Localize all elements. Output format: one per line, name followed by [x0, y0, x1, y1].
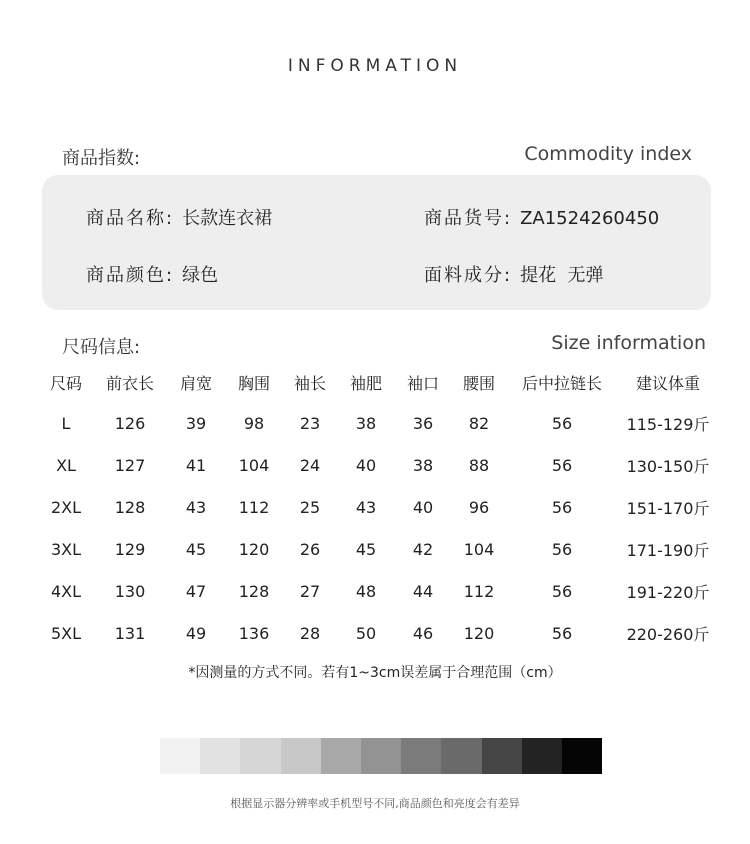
table-cell: 48	[355, 581, 377, 601]
table-cell: 39	[185, 413, 207, 433]
commodity-info-box	[42, 175, 711, 310]
table-cell: 5XL	[50, 623, 82, 643]
measurement-note: *因测量的方式不同。若有1~3cm误差属于合理范围（cm）	[188, 665, 562, 681]
table-cell: 42	[412, 539, 434, 559]
header-cell: 袖长	[293, 373, 326, 393]
page-title: INFORMATION	[287, 56, 463, 76]
table-row	[38, 402, 718, 444]
table-cell: 112	[238, 497, 270, 517]
table-cell: 96	[468, 497, 490, 517]
gray-swatch	[281, 738, 321, 774]
grayscale-swatch-strip	[160, 738, 602, 774]
header-cell: 后中拉链长	[521, 373, 602, 393]
product-fabric-label: 面料成分:	[424, 265, 513, 286]
header-cell: 袖肥	[349, 373, 382, 393]
table-cell: 41	[185, 455, 207, 475]
table-cell: 56	[551, 497, 573, 517]
table-cell: 24	[299, 455, 321, 475]
table-cell: 129	[114, 539, 146, 559]
gray-swatch	[361, 738, 401, 774]
product-color-label: 商品颜色:	[86, 265, 175, 286]
table-cell: 136	[238, 623, 270, 643]
size-info-label-en: Size information	[551, 332, 706, 354]
table-cell: 82	[468, 413, 490, 433]
table-cell: 128	[114, 497, 146, 517]
header-cell: 肩宽	[179, 373, 212, 393]
table-cell: 45	[355, 539, 377, 559]
table-cell: 171-190斤	[626, 540, 710, 560]
table-cell: XL	[56, 455, 76, 475]
gray-swatch	[401, 738, 441, 774]
table-cell: 46	[412, 623, 434, 643]
table-cell: 45	[185, 539, 207, 559]
table-cell: 126	[114, 413, 146, 433]
gray-swatch	[482, 738, 522, 774]
table-cell: 220-260斤	[626, 624, 710, 644]
table-cell: 120	[463, 623, 495, 643]
gray-swatch	[240, 738, 280, 774]
product-name-row	[86, 204, 272, 230]
table-row	[38, 528, 718, 570]
table-cell: 4XL	[50, 581, 82, 601]
table-cell: 27	[299, 581, 321, 601]
table-row	[38, 444, 718, 486]
product-color-value: 绿色	[182, 265, 219, 286]
size-info-label: 尺码信息:	[62, 337, 141, 358]
header-cell: 尺码	[49, 373, 82, 393]
product-name-label: 商品名称:	[86, 208, 175, 229]
table-cell: 131	[114, 623, 146, 643]
size-table	[38, 362, 718, 654]
table-cell: 56	[551, 539, 573, 559]
table-cell: 38	[412, 455, 434, 475]
commodity-index-label: 商品指数:	[62, 148, 141, 169]
gray-swatch	[522, 738, 562, 774]
table-cell: 43	[185, 497, 207, 517]
table-cell: 36	[412, 413, 434, 433]
product-code-row	[424, 204, 659, 230]
table-cell: 47	[185, 581, 207, 601]
table-cell: 40	[412, 497, 434, 517]
table-cell: 38	[355, 413, 377, 433]
table-cell: 56	[551, 413, 573, 433]
table-row	[38, 612, 718, 654]
table-cell: 44	[412, 581, 434, 601]
table-cell: 50	[355, 623, 377, 643]
table-cell: 3XL	[50, 539, 82, 559]
gray-swatch	[441, 738, 481, 774]
table-cell: 56	[551, 455, 573, 475]
gray-swatch	[321, 738, 361, 774]
table-cell: 104	[238, 455, 270, 475]
table-cell: 112	[463, 581, 495, 601]
table-cell: 151-170斤	[626, 498, 710, 518]
table-cell: 104	[463, 539, 495, 559]
header-cell: 腰围	[462, 373, 495, 393]
product-fabric-row	[424, 261, 604, 287]
table-cell: 56	[551, 623, 573, 643]
table-cell: 2XL	[50, 497, 82, 517]
table-cell: 23	[299, 413, 321, 433]
table-cell: 115-129斤	[626, 414, 710, 434]
table-cell: 40	[355, 455, 377, 475]
gray-swatch	[200, 738, 240, 774]
table-cell: 26	[299, 539, 321, 559]
table-cell: 25	[299, 497, 321, 517]
table-cell: 88	[468, 455, 490, 475]
product-color-row	[86, 261, 218, 287]
table-cell: 130	[114, 581, 146, 601]
header-cell: 建议体重	[635, 373, 700, 393]
commodity-index-label-en: Commodity index	[524, 143, 692, 165]
table-row	[38, 486, 718, 528]
table-cell: 28	[299, 623, 321, 643]
table-row	[38, 570, 718, 612]
product-fabric-value: 提花 无弹	[520, 265, 604, 286]
table-cell: 120	[238, 539, 270, 559]
product-name-value: 长款连衣裙	[182, 208, 273, 229]
table-cell: L	[61, 413, 71, 433]
size-table-header	[38, 362, 718, 402]
table-cell: 130-150斤	[626, 456, 710, 476]
header-cell: 袖口	[406, 373, 439, 393]
table-cell: 191-220斤	[626, 582, 710, 602]
gray-swatch	[160, 738, 200, 774]
color-disclaimer: 根据显示器分辨率或手机型号不同,商品颜色和亮度会有差异	[230, 797, 520, 810]
header-cell: 胸围	[237, 373, 270, 393]
product-code-value: ZA1524260450	[520, 208, 660, 229]
table-cell: 98	[243, 413, 265, 433]
table-cell: 128	[238, 581, 270, 601]
product-code-label: 商品货号:	[424, 208, 513, 229]
header-cell: 前衣长	[105, 373, 154, 393]
table-cell: 56	[551, 581, 573, 601]
table-cell: 127	[114, 455, 146, 475]
table-cell: 49	[185, 623, 207, 643]
table-cell: 43	[355, 497, 377, 517]
gray-swatch	[562, 738, 602, 774]
